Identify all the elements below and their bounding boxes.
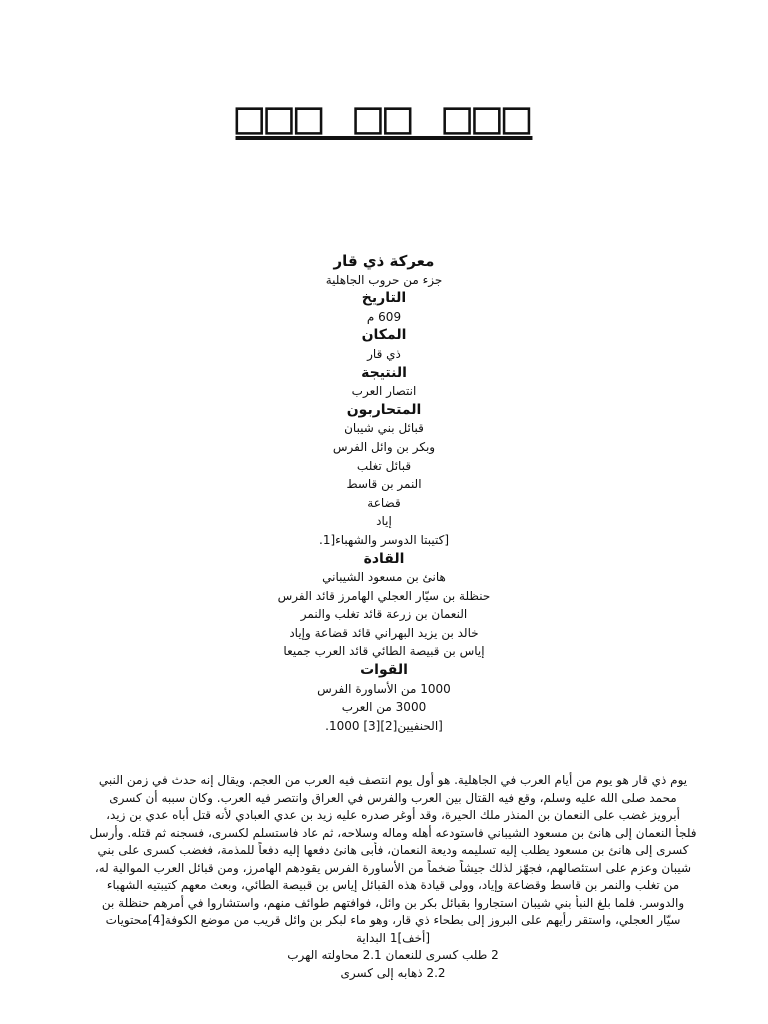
battle-infobox <box>234 252 534 735</box>
infobox-line: جزء من حروب الجاهلية <box>325 272 443 287</box>
infobox-line: وبكر بن وائل الفرس <box>332 439 436 454</box>
infobox-line: هانئ بن مسعود الشيباني <box>322 570 446 585</box>
infobox-line: 1000 من الأساورة الفرس <box>317 681 451 696</box>
body-line: سيّار العجلي، واستقر رأيهم على البروز إلى بطحاء ذي قار، وهو ماء لبكر بن وائل قريب من موضع الكوفة[4]محتويات <box>105 913 681 927</box>
infobox-heading: معركة ذي قار <box>333 252 435 270</box>
body-line: والدوسر. فلما بلغ النبأ بني شيبان استجاروا بقبائل بكر بن وائل، فوافتهم طوائف منهم، واستشاروا في أمرهم حنظلة بن <box>101 895 685 910</box>
infobox-heading: النتيجة <box>361 364 407 381</box>
infobox-line: إياد <box>376 514 392 529</box>
infobox-line: 3000 من العرب <box>341 700 427 715</box>
infobox-line: إياس بن قبيصة الطائي قائد العرب جميعا <box>283 644 485 659</box>
body-line: [أخف]1 البداية <box>355 930 431 945</box>
infobox-heading: التاريخ <box>361 290 407 307</box>
document-title: □□□ □□ □□□ <box>235 90 533 144</box>
infobox-line: قضاعة <box>367 495 401 510</box>
infobox-line: انتصار العرب <box>351 384 417 399</box>
infobox-line: خالد بن يزيد البهراني قائد قضاعة وإياد <box>289 625 479 640</box>
infobox-line: حنظلة بن سيّار العجلي الهامرز قائد الفرس <box>277 588 491 603</box>
infobox-line: [كتيبتا الدوسر والشهباء[1. <box>318 532 449 547</box>
infobox-heading: المتحاربون <box>346 401 422 418</box>
body-line: أبرويز غضب على النعمان بن المنذر ملك الحيرة، وقد أوغر صدره عليه زيد بن عدي العبادي لأنه قتل أباه عدي بن زيد، <box>106 808 680 822</box>
infobox-line: 609 م <box>366 309 402 324</box>
body-line: كسرى إلى هانئ بن مسعود يطلب إليه تسليمه وديعة النعمان، فأبى هانئ دفعها إليه دفعاً للمذمة، فغضب كسرى على بني <box>97 843 689 857</box>
infobox-line: النعمان بن زرعة قائد تغلب والنمر <box>300 607 468 622</box>
body-line: محمد صلى الله عليه وسلم، وقع فيه القتال بين العرب والفرس في العراق وانتصر فيه العرب. وكان سببه أن كسرى <box>109 790 677 805</box>
body-line: شيبان وعزم على استئصالهم، فجهّز لذلك جيشاً ضخماً من الأساورة الفرس يقودهم الهامرز، ومن قبائل العرب الموالية له، <box>94 860 692 875</box>
body-line: يوم ذي قار هو يوم من أيام العرب في الجاهلية. هو أول يوم انتصف فيه العرب من العجم. ويقال إنه حدث في زمن النبي <box>98 773 688 787</box>
body-line: 2 طلب كسرى للنعمان 2.1 محاولته الهرب <box>287 948 499 962</box>
body-line: فلجأ النعمان إلى هانئ بن مسعود الشيباني فاستودعه أهله وماله وسلاحه، ثم عاد فاستسلم لكسرى، فسجنه ثم قتله. وأرسل <box>89 825 697 840</box>
infobox-line: قبائل بني شيبان <box>344 421 424 436</box>
body-line: 2.2 ذهابه إلى كسرى <box>340 965 446 980</box>
infobox-line: قبائل تغلب <box>356 458 412 473</box>
infobox-heading: القادة <box>363 550 405 567</box>
infobox-line: [الحنفيين[2][3] 1000. <box>325 718 443 733</box>
infobox-line: النمر بن قاسط <box>346 477 422 492</box>
article-body <box>82 772 704 982</box>
infobox-line: ذي قار <box>367 346 401 361</box>
infobox-heading: المكان <box>361 327 407 344</box>
body-line: من تغلب والنمر بن قاسط وقضاعة وإياد، وولى قيادة هذه القبائل إياس بن قبيصة الطائي، وبعث معهم كتيبتيه الشهباء <box>106 878 680 892</box>
infobox-heading: القوات <box>360 662 408 679</box>
